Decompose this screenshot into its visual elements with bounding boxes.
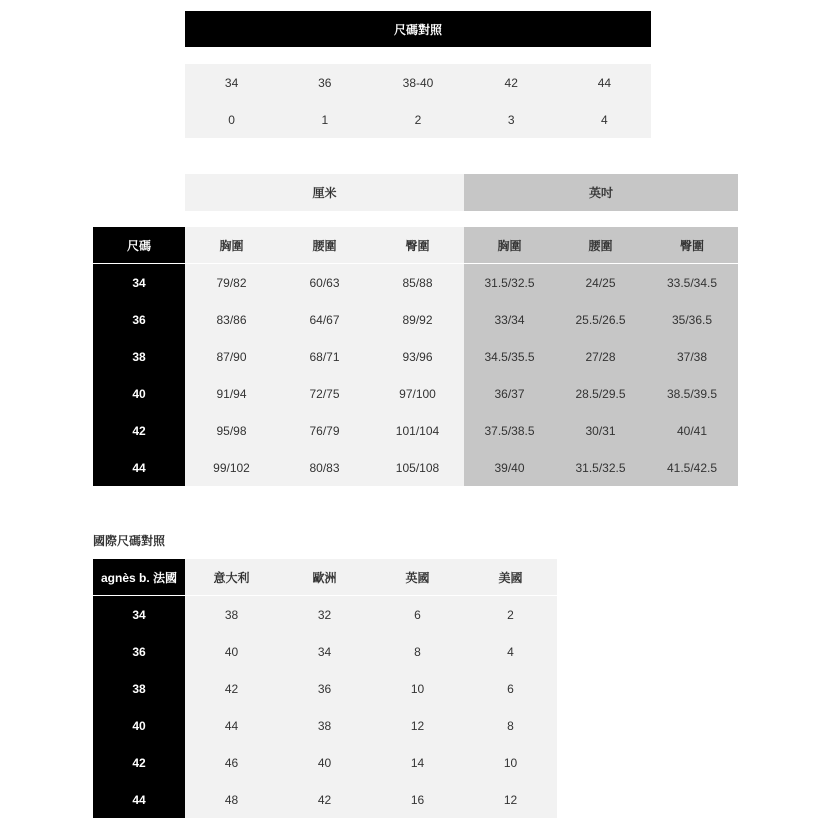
measurement-column-header: 腰圍 [278,227,371,264]
measurement-cell: 80/83 [278,449,371,486]
intl-size-cell: 10 [371,670,464,707]
size-conversion-table [185,64,651,138]
intl-size-cell: 32 [278,596,371,633]
measurement-cell: 24/25 [555,264,646,301]
size-label-cell: 34 [93,596,185,633]
measurement-cell: 91/94 [185,375,278,412]
measurement-column-header: 胸圍 [185,227,278,264]
measurement-column-header: 胸圍 [464,227,555,264]
measurement-cell: 38.5/39.5 [646,375,738,412]
measurement-column-header: 臀圍 [646,227,738,264]
intl-size-cell: 12 [371,707,464,744]
size-label-cell: 34 [93,264,185,301]
measurement-cell: 83/86 [185,301,278,338]
measurement-cell: 37.5/38.5 [464,412,555,449]
measurement-cell: 37/38 [646,338,738,375]
measurement-cell: 85/88 [371,264,464,301]
measurement-cell: 39/40 [464,449,555,486]
country-column-header: 美國 [464,559,557,596]
size-label-cell: 38 [93,338,185,375]
measurement-cell: 60/63 [278,264,371,301]
measurement-cell: 64/67 [278,301,371,338]
size-column-header: 尺碼 [93,227,185,264]
measurement-cell: 76/79 [278,412,371,449]
intl-size-cell: 38 [185,596,278,633]
measurement-cell: 40/41 [646,412,738,449]
size-num-cell: 2 [414,112,422,127]
size-label-cell: 42 [93,412,185,449]
size-label-cell: 44 [93,781,185,818]
measurement-cell: 31.5/32.5 [555,449,646,486]
intl-size-cell: 36 [278,670,371,707]
measurement-cell: 27/28 [555,338,646,375]
size-fr-cell: 44 [597,75,612,90]
intl-size-cell: 8 [371,633,464,670]
size-label-cell: 40 [93,707,185,744]
intl-size-cell: 14 [371,744,464,781]
measurement-cell: 87/90 [185,338,278,375]
measurement-cell: 33.5/34.5 [646,264,738,301]
intl-size-cell: 40 [185,633,278,670]
measurement-cell: 28.5/29.5 [555,375,646,412]
size-fr-cell: 34 [224,75,239,90]
size-num-cell: 4 [601,112,608,127]
brand-size-column-header: agnès b. 法國 [93,559,185,596]
measurements-table [93,227,738,486]
measurement-cell: 101/104 [371,412,464,449]
inch-group-header: 英吋 [464,174,738,211]
size-num-cell: 0 [228,112,235,127]
measurement-cell: 93/96 [371,338,464,375]
size-num-cell: 1 [321,112,329,127]
intl-size-cell: 44 [185,707,278,744]
cm-group-header: 厘米 [185,174,464,211]
intl-size-cell: 12 [464,781,557,818]
measurement-cell: 105/108 [371,449,464,486]
measurement-cell: 97/100 [371,375,464,412]
international-size-table [93,559,557,818]
measurement-cell: 68/71 [278,338,371,375]
measurement-cell: 79/82 [185,264,278,301]
measurement-cell: 31.5/32.5 [464,264,555,301]
measurement-column-header: 腰圍 [555,227,646,264]
country-column-header: 歐洲 [278,559,371,596]
measurement-cell: 36/37 [464,375,555,412]
intl-size-cell: 2 [464,596,557,633]
measurement-cell: 35/36.5 [646,301,738,338]
intl-size-cell: 42 [185,670,278,707]
size-num-cell: 3 [507,112,515,127]
measurement-cell: 34.5/35.5 [464,338,555,375]
intl-size-cell: 34 [278,633,371,670]
size-label-cell: 42 [93,744,185,781]
intl-size-cell: 4 [464,633,557,670]
size-fr-cell: 38-40 [402,75,434,90]
size-chart-title: 尺碼對照 [185,11,651,47]
measurement-cell: 89/92 [371,301,464,338]
intl-size-cell: 46 [185,744,278,781]
country-column-header: 意大利 [185,559,278,596]
intl-size-cell: 8 [464,707,557,744]
measurement-cell: 41.5/42.5 [646,449,738,486]
size-label-cell: 38 [93,670,185,707]
intl-size-cell: 38 [278,707,371,744]
intl-size-cell: 6 [464,670,557,707]
international-heading: 國際尺碼對照 [93,534,166,548]
intl-size-cell: 48 [185,781,278,818]
intl-size-cell: 42 [278,781,371,818]
measurement-column-header: 臀圍 [371,227,464,264]
intl-size-cell: 16 [371,781,464,818]
measurement-cell: 72/75 [278,375,371,412]
intl-size-cell: 10 [464,744,557,781]
size-fr-cell: 42 [504,75,518,90]
size-label-cell: 44 [93,449,185,486]
size-label-cell: 36 [93,301,185,338]
measurement-cell: 25.5/26.5 [555,301,646,338]
intl-size-cell: 40 [278,744,371,781]
size-label-cell: 40 [93,375,185,412]
country-column-header: 英國 [371,559,464,596]
measurement-cell: 30/31 [555,412,646,449]
measurement-cell: 95/98 [185,412,278,449]
intl-size-cell: 6 [371,596,464,633]
measurement-cell: 99/102 [185,449,278,486]
size-fr-cell: 36 [318,75,332,90]
measurement-cell: 33/34 [464,301,555,338]
size-label-cell: 36 [93,633,185,670]
